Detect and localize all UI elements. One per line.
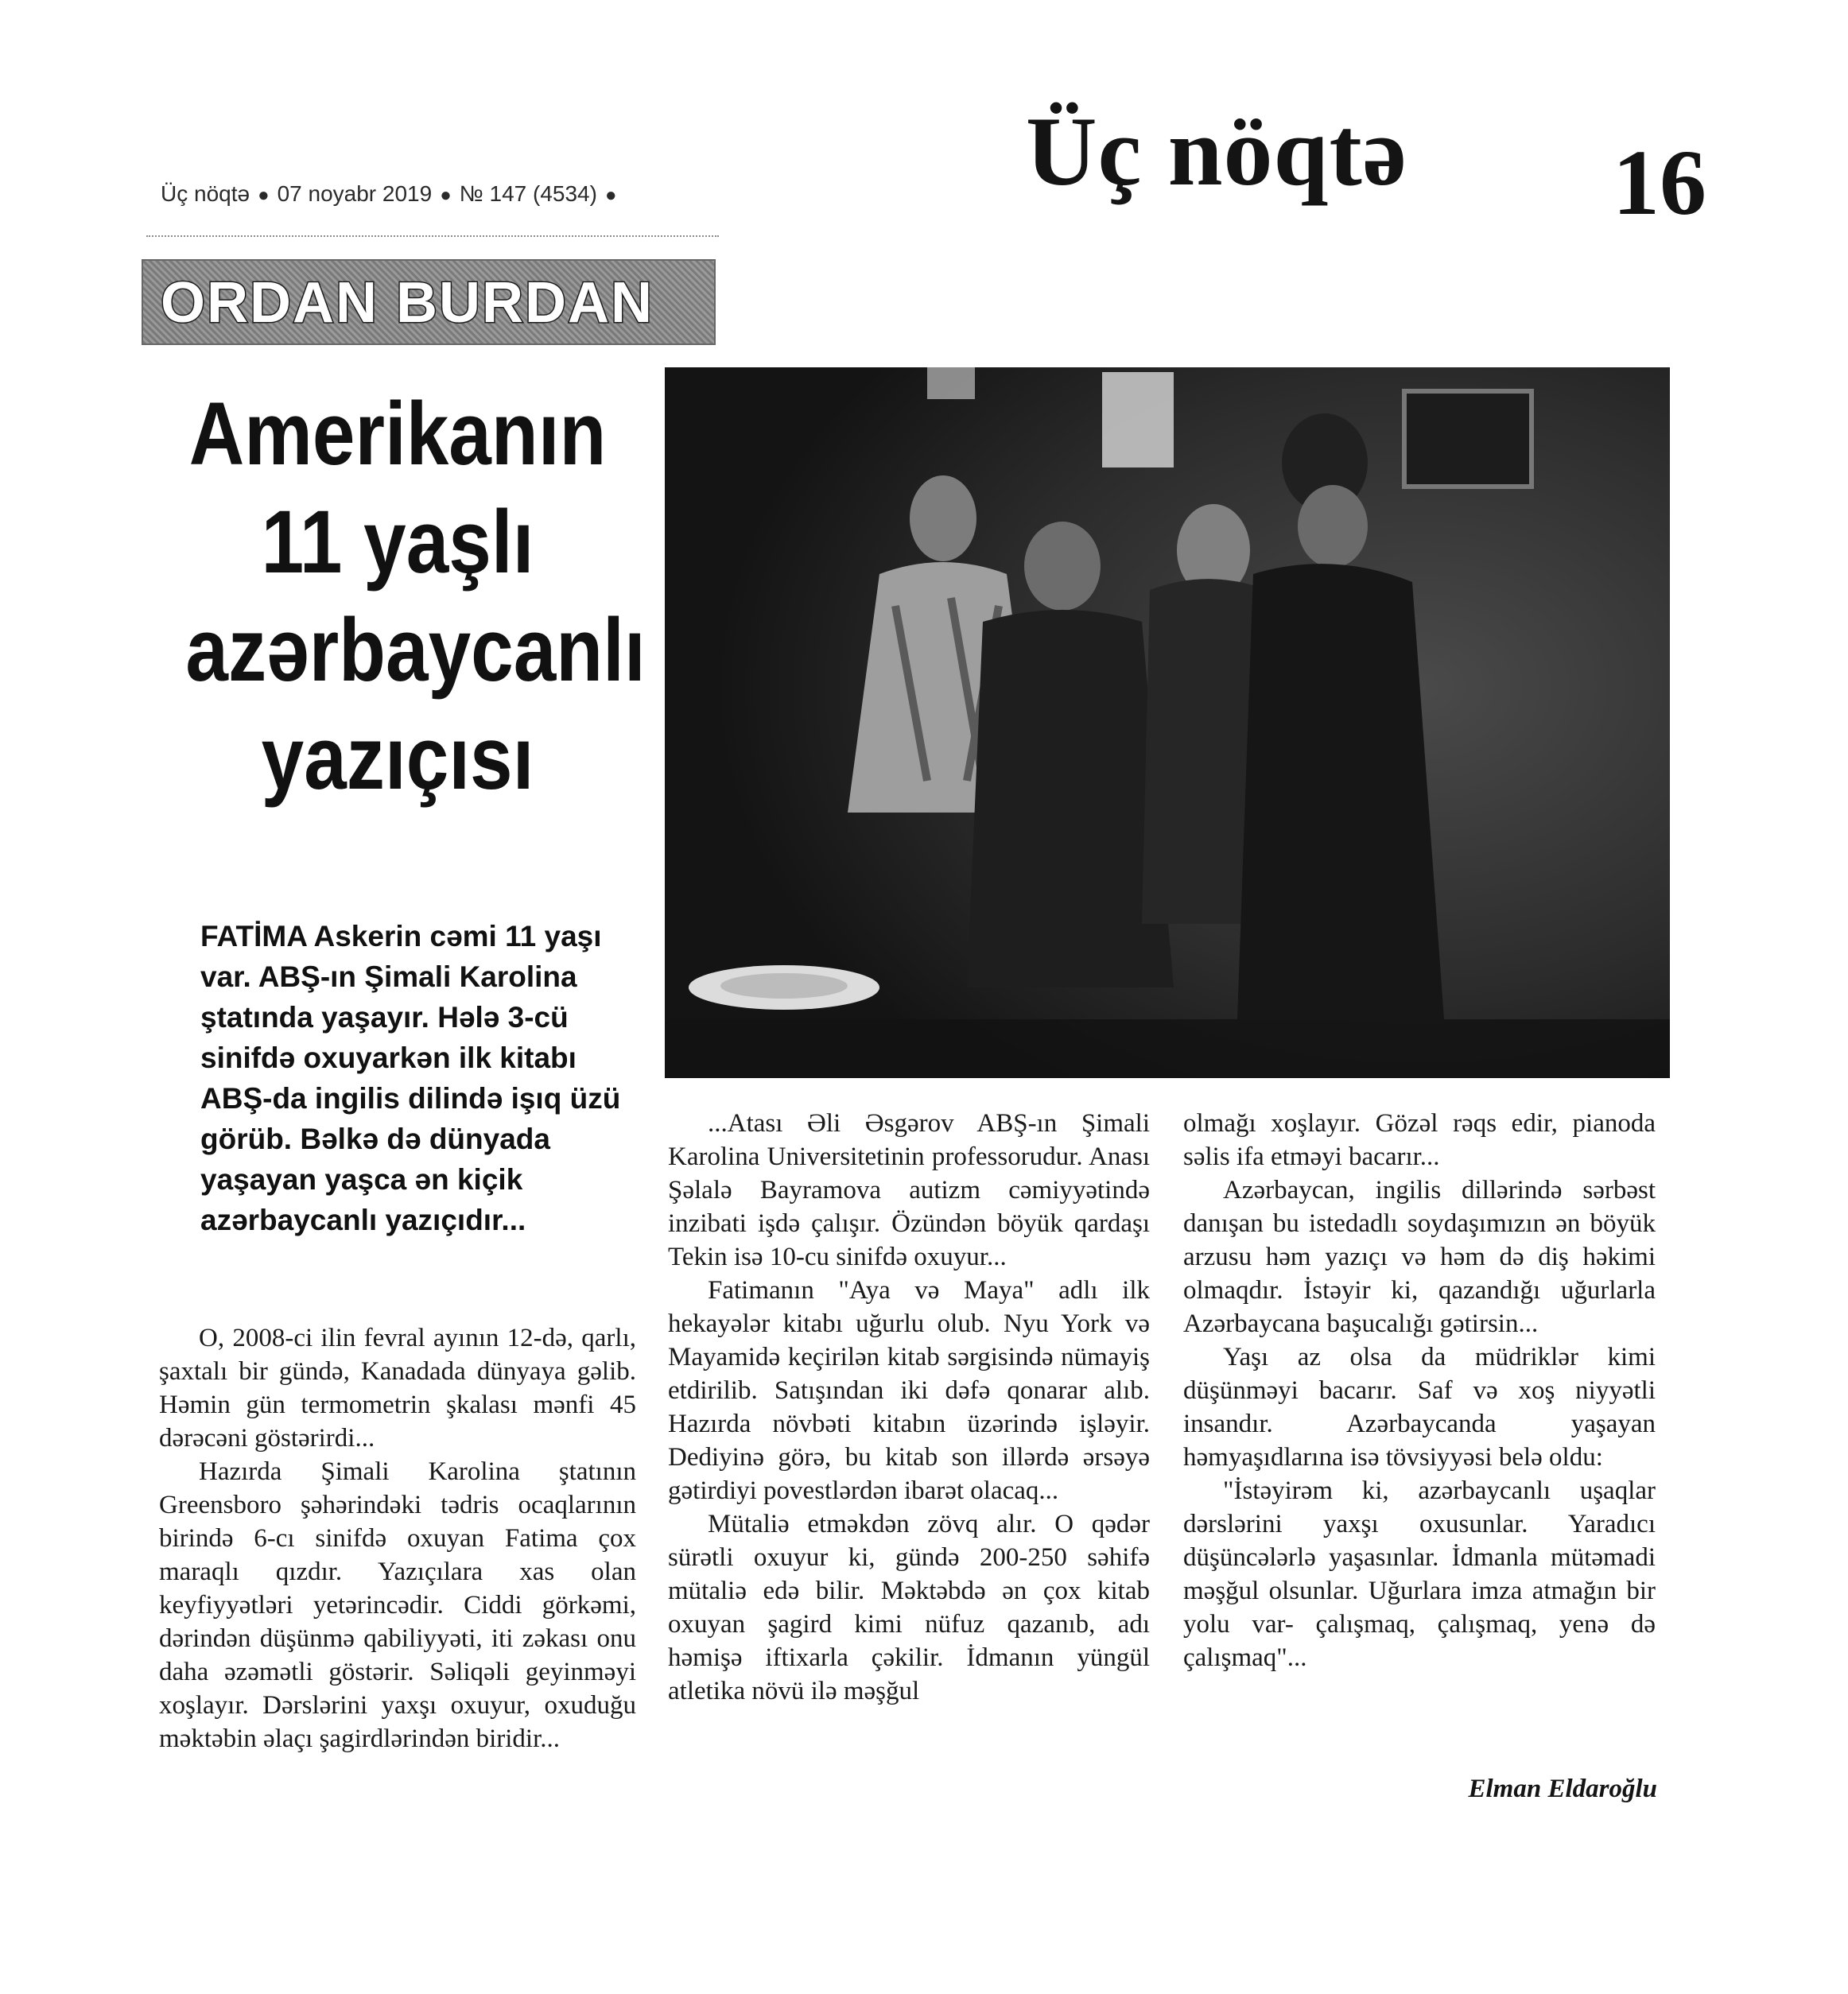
rubric-label: ORDAN BURDAN xyxy=(161,271,654,335)
article-column-3 xyxy=(1183,1107,1656,1674)
issue-number: № 147 (4534) xyxy=(459,181,597,206)
bullet-icon: ● xyxy=(604,184,617,206)
article-photo xyxy=(665,367,1670,1078)
paragraph: olmağı xoşlayır. Gözəl rəqs edir, pianoda səlis ifa etməyi bacarır... xyxy=(1183,1109,1656,1171)
issue-header xyxy=(161,181,624,207)
article-lead: FATİMA Askerin cəmi 11 yaşı var. ABŞ-ın Şimali Karolina ştatında yaşayır. Hələ 3-cü sinifdə oxuyarkən ilk kitabı ABŞ-da ingilis dilində işıq üzü görüb. Bəlkə də dünyada yaşayan yaşca ən kiçik azərbaycanlı yazıçıdır... xyxy=(200,920,621,1236)
headline-line: yazıçısı xyxy=(261,708,534,808)
headline-line: 11 yaşlı xyxy=(261,492,534,592)
article-column-2 xyxy=(668,1107,1150,1708)
masthead-title: Üç nöqtə xyxy=(1026,97,1407,206)
author-byline: Elman Eldaroğlu xyxy=(1468,1775,1657,1803)
issue-date: 07 noyabr 2019 xyxy=(277,181,433,206)
rubric-banner xyxy=(142,259,716,345)
article-headline xyxy=(185,380,646,813)
bullet-icon: ● xyxy=(440,184,452,206)
bullet-icon: ● xyxy=(258,184,270,206)
paragraph: Yaşı az olsa da müdriklər kimi düşünməyi bacarır. Saf və xoş niyyətli insandır. Azərbaycanda yaşayan həmyaşıdlarına isə tövsiyyəsi belə oldu: xyxy=(1183,1343,1656,1472)
article-column-1 xyxy=(159,1321,636,1755)
page-number: 16 xyxy=(1613,130,1706,235)
paragraph: Azərbaycan, ingilis dillərində sərbəst danışan bu istedadlı soydaşımızın ən böyük arzusu həm yazıçı və həm də diş həkimi olmaqdır. İstəyir ki, qazandığı uğurlarla Azərbaycana başucalığı gətirsin... xyxy=(1183,1176,1656,1338)
paragraph: Mütaliə etməkdən zövq alır. O qədər sürətli oxuyur ki, gündə 200-250 səhifə mütaliə edə bilir. Məktəbdə ən çox kitab oxuyan şagird kimi nüfuz qazanıb, adı həmişə iftixarla çəkilir. İdmanın yüngül atletika növü ilə məşğul xyxy=(668,1510,1150,1705)
paragraph: O, 2008-ci ilin fevral ayının 12-də, qarlı, şaxtalı bir gündə, Kanadada dünyaya gəlib. Həmin gün termometrin şkalası mənfi 45 dərəcəni göstərirdi... xyxy=(159,1324,636,1453)
headline-line: Amerikanın xyxy=(188,384,607,483)
headline-line: azərbaycanlı xyxy=(185,600,646,700)
header-divider xyxy=(146,235,719,237)
paragraph: Hazırda Şimali Karolina ştatının Greensboro şəhərindəki tədris ocaqlarının birində 6-cı sinifdə oxuyan Fatima çox maraqlı qızdır. Yazıçılara xas olan keyfiyyətləri yetərincədir. Ciddi görkəmi, dərindən düşünmə qabiliyyəti, iti zəkası onu daha əzəmətli göstərir. Səliqəli geyinməyi xoşlayır. Dərslərini yaxşı oxuyur, oxuduğu məktəbin əlaçı şagirdlərindən biridir... xyxy=(159,1457,636,1753)
paragraph: "İstəyirəm ki, azərbaycanlı uşaqlar dərslərini yaxşı oxusunlar. Yaradıcı düşüncələrlə yaşasınlar. İdmanla mütəmadi məşğul olsunlar. Uğurlara imza atmağın bir yolu var- çalışmaq, çalışmaq, yenə də çalışmaq"... xyxy=(1183,1476,1656,1672)
paragraph: Fatimanın "Aya və Maya" adlı ilk hekayələr kitabı uğurlu olub. Nyu York və Mayamidə keçirilən kitab sərgisində nümayiş etdirilib. Satışından iki dəfə qonarar alıb. Hazırda növbəti kitabın üzərində işləyir. Dediyinə görə, bu kitab son illərdə ərsəyə gətirdiyi povestlərdən ibarət olacaq... xyxy=(668,1276,1150,1505)
publication-name: Üç nöqtə xyxy=(161,181,250,206)
paragraph: ...Atası Əli Əsgərov ABŞ-ın Şimali Karolina Universitetinin professorudur. Anası Şəlalə Bayramova autizm cəmiyyətində inzibati işdə çalışır. Özündən böyük qardaşı Tekin isə 10-cu sinifdə oxuyur... xyxy=(668,1109,1150,1271)
photo-family-silhouettes xyxy=(665,367,1670,1078)
